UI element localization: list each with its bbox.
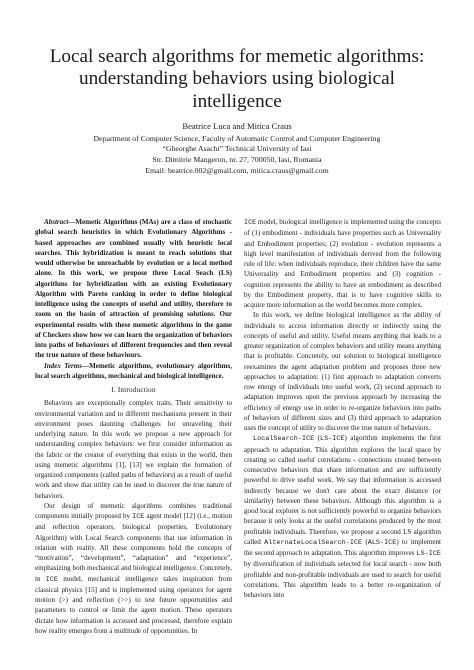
intro-p2-text-a: Our design of memetic algorithms combines traditional components initially proposed by (35, 501, 232, 520)
section-heading-introduction: I. Introduction (111, 386, 156, 394)
als-ice-term: AlternateLocalSearch-ICE (264, 538, 363, 547)
title-line-3: intelligence (192, 90, 282, 112)
right-p1-text: model, biological intelligence is implemented using the concepts of (1) embodiment - individuals have properties such as Universality and Embodiment properties; (2) evolution - evolution represents a high level manifestation of individuals derived from the following rule of life: when individuals reproduce, their children have the same Universality and Embodiment properties and (3) cognition - cognition represents the ability to have an embodiment as described by the Embodiment property, that is to have cognitive skills to acquire more information as the world becomes more complex. (244, 218, 441, 309)
title-line-1: Local search algorithms for memetic algorithms: (49, 46, 425, 67)
right-paragraph-1 (244, 217, 441, 310)
authors: Beatrice Luca and Mitica Craus (182, 121, 292, 131)
intro-paragraph-1: Behaviors are exceptionally complex traits. Their sensitivity to environmental variation and to different mechanisms present in their environment poses daunting challenges for unraveling their underlying nature. In this work we propose a new approach for understanding complex behaviors: we first consider information as the fabric or the creator of everything that exists in the world, then using memetic algorithms [1], [13] we explain the formation of organized components (called paths of behaviors) as a result of useful work and show that utility can be used to discover the true nature of behaviors. (35, 399, 232, 500)
right-p3-text-b: algorithm implements the first approach to adaptation. This algorithm explores the local space by creating so called useful correlations - connections created between consecutive behaviors that share information and are sufficiently powerful to drive useful work. We say that information is accessed indirectly because we don't care about the exact distance (or similarity) between these behaviors. Although this algorithm is a good local explorer is not sufficiently powerful to organize behaviors because it only looks at the useful correlations produced by the most profitable individuals. Therefore, we propose a second LS algorithm called (244, 434, 441, 546)
ls-ice-term: LS-ICE (416, 550, 441, 558)
abstract-text: Memetic Algorithms (MAs) are a class of stochastic global search heuristics in which Evolutionary Algorithms - based approaches are combined usually with heuristic local searches. This hybridization is meant to reach solutions that would otherwise be unreachable by evolution or a local method alone. In this work, we propose three Local Seach (LS) algorithms for hybridization with an existing Evolutionary Algorithm with Pareto ranking in order to define biological intelligence using the concepts of useful and utility, therefore to zoom on the basin of attraction of promising solutions. Our experimental results with these memetic algorithms in the game of Checkers show how we can learn the organization of behaviors into paths of behaviours of different frequencies and then reveal the true nature of these behaviours. (35, 218, 232, 360)
intro-paragraph-2 (35, 501, 232, 636)
ice-term: ICE (45, 575, 58, 584)
intro-p2-text-c: model, mechanical intelligence takes inspiration from classical physics [15] and is implemented using operators for agent motion (>) and reflection (>>) to test future opportunities and parameters to control or limit the agent motion. These operators dictate how information is accessed and processed, therefore explain how reality emerges from a multitude of opportunities. In (35, 574, 232, 635)
right-paragraph-2: In this work, we define biological intelligence as the ability of individuals to access information directly or indirectly using the concepts of useful and utility. Useful means anything that leads to a greater organization of complex behaviors and utility means anything that is profitable. Concretely, our solution to biological intelligence reexamines the agent adaptation problem and proposes three new approaches to adaptation: (1) first approach to adaptation converts row energy of individuals into useful work, (2) second approach to adaptation improves upon the previous approach by increasing the efficiency of energy use in order to re-organize behaviors into paths of behaviors of different sizes and (3) third approach to adaptation uses the concept of utility to discover the true nature of behaviors. (244, 311, 441, 432)
index-terms (35, 361, 232, 382)
abstract-label: Abstract (44, 218, 69, 226)
index-terms-text: Memetic algorithms, evolutionary algorithms, local search algorithms, mechanical and biological intelligence. (35, 361, 232, 380)
affiliation-department: Department of Computer Science, Faculty of Automatic Control and Computer Engineering (93, 133, 381, 143)
index-terms-dash: — (82, 361, 90, 370)
affiliation-address: Str. Dimitrie Mangeron, nr. 27, 700050, Iasi, Romania (152, 155, 322, 165)
left-column (35, 217, 232, 636)
ls-ice-term: LocalSearch-ICE (253, 435, 315, 444)
intro-p2-text-b: agent model [12] (i.e., motion and reflection operators, biological properties, Evolutionary Algorithm) with Local Search components that use information in relation with reality. All these components hold the concepts of “motivation”, “development”, “adaptation” and “experience”, emphasizing both mechanical and biological intelligence. Concretely, in (35, 512, 233, 583)
ls-ice-abbr: LS-ICE (320, 435, 345, 444)
ice-term: ICE (244, 219, 257, 227)
title-line-2: understanding behaviors using biological (78, 68, 395, 90)
right-paragraph-3: LocalSearch-ICE (LS-ICE) algorithm implements the first approach to adaptation. This algorithm explores the local space by creating so called useful correlations - connections created between consecutive behaviors that share information and are sufficiently powerful to drive useful work. We say that information is accessed indirectly because we don't care about the exact distance (or similarity) between these behaviors. Although this algorithm is a good local explorer is not sufficiently powerful to organize behaviors because it only looks at the useful correlations produced by the most profitable individuals. Therefore, we propose a second LS algorithm called AlternateLocalSearch-ICE (ALS-ICE) to implement the second approach to adaptation. This algorithm improves LS-ICE by diversification of individuals selected for local search - now both profitable and non-profitable individuals are used to search for useful correlations. This algorithm leads to a better re-organization of behaviors into (244, 434, 441, 599)
ice-term: ICE (132, 513, 145, 521)
affiliation-email: Email: beatrice.002@gmail.com, mitica.craus@gmail.com (145, 165, 329, 175)
right-p3-text-c: to implement the second approach to adaptation. This algorithm improves (244, 537, 441, 557)
right-p3-text-d: by diversification of individuals selected for local search - now both profitable and non-profitable individuals are used to search for useful correlations. This algorithm leads to a better re-organization of behaviors into (244, 560, 441, 599)
index-terms-label: Index Terms (44, 361, 83, 370)
abstract (35, 217, 232, 361)
paper-title (20, 46, 454, 113)
right-column (244, 217, 441, 600)
als-ice-abbr: ALS-ICE (367, 538, 397, 547)
affiliation (0, 134, 474, 177)
affiliation-university: “Gheorghe Asachi” Technical University of Iasi (162, 144, 312, 154)
abstract-dash: — (68, 218, 76, 226)
